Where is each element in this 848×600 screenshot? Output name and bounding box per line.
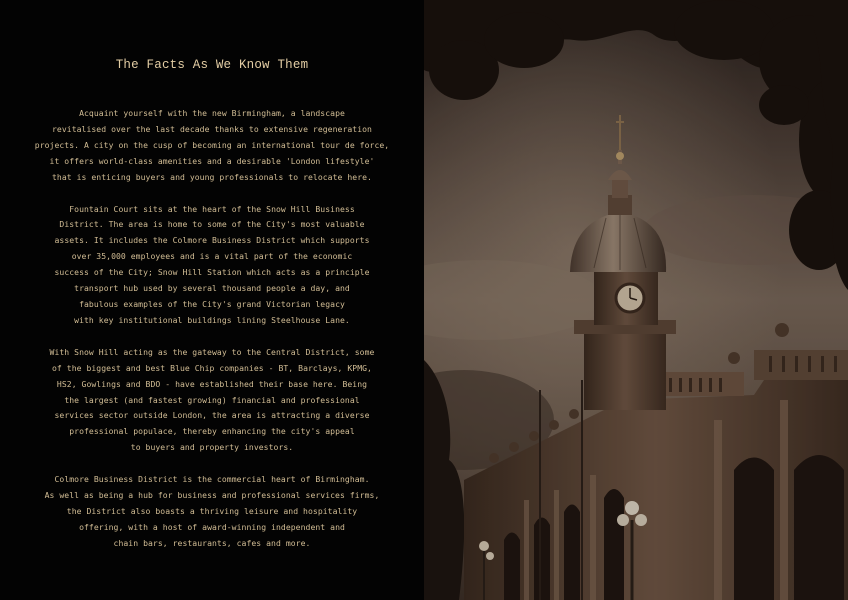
text-line: assets. It includes the Colmore Business District which supports [54, 235, 370, 246]
text-line: to buyers and property investors. [130, 442, 294, 453]
text-line: the District also boasts a thriving leisure and hospitality [66, 505, 358, 516]
text-line: HS2, Gowlings and BDO - have established their base here. Being [56, 378, 368, 389]
page-title: The Facts As We Know Them [115, 58, 309, 72]
text-line: fabulous examples of the City's grand Victorian legacy [79, 298, 345, 309]
body-text [17, 106, 407, 552]
paragraph-acquaint [17, 106, 407, 186]
text-line: Colmore Business District is the commercial heart of Birmingham. [54, 474, 370, 485]
text-line: services sector outside London, the area is attracting a diverse [54, 410, 370, 421]
text-line: Fountain Court sits at the heart of the Snow Hill Business [69, 203, 355, 214]
text-line: transport hub used by several thousand people a day, and [74, 283, 350, 294]
text-line: District. The area is home to some of the City's most valuable [59, 219, 365, 230]
text-line: it offers world-class amenities and a desirable 'London lifestyle' [49, 155, 375, 166]
text-line: of the biggest and best Blue Chip companies - BT, Barclays, KPMG, [52, 362, 372, 373]
text-line: offering, with a host of award-winning independent and [79, 521, 345, 532]
cathedral-illustration [424, 0, 848, 600]
text-line: with key institutional buildings lining Steelhouse Lane. [74, 314, 350, 325]
text-line: With Snow Hill acting as the gateway to the Central District, some [49, 346, 375, 357]
text-line: success of the City; Snow Hill Station which acts as a principle [54, 267, 370, 278]
text-line: projects. A city on the cusp of becoming an international tour de force, [34, 139, 390, 150]
text-line: revitalised over the last decade thanks to extensive regeneration [52, 123, 372, 134]
paragraph-snow-hill [17, 345, 407, 456]
text-line: that is enticing buyers and young professionals to relocate here. [52, 171, 372, 182]
text-line: over 35,000 employees and is a vital part of the economic [71, 251, 353, 262]
building-photo [424, 0, 848, 600]
text-line: Acquaint yourself with the new Birmingham, a landscape [79, 108, 345, 118]
paragraph-fountain-court [17, 202, 407, 329]
text-line: chain bars, restaurants, cafes and more. [113, 537, 311, 548]
text-line: professional populace, thereby enhancing the city's appeal [69, 426, 355, 437]
paragraph-colmore [17, 472, 407, 552]
text-line: the largest (and fastest growing) financial and professional [64, 394, 360, 405]
text-line: As well as being a hub for business and professional services firms, [44, 490, 380, 501]
